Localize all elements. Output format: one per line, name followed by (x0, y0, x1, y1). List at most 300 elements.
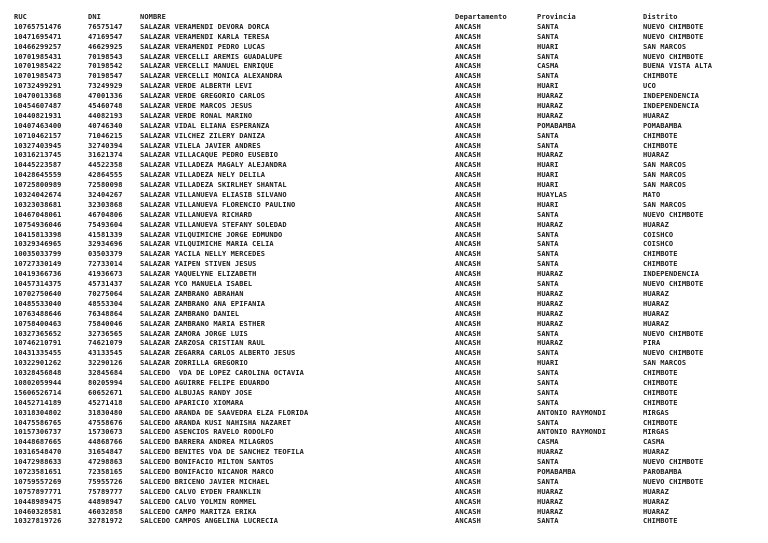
column-header-distrito: Distrito (643, 13, 678, 21)
cell-departamento: ANCASH (455, 388, 481, 397)
cell-ruc: 10316213745 (14, 151, 62, 160)
cell-ruc: 10323038681 (14, 200, 62, 209)
cell-ruc: 10746210791 (14, 339, 62, 348)
cell-distrito: NUEVO CHIMBOTE (643, 280, 704, 289)
table-row (14, 458, 768, 468)
cell-distrito: HUARAZ (643, 299, 669, 308)
table-row (14, 201, 768, 211)
cell-provincia: HUARI (537, 359, 559, 368)
cell-distrito: HUARAZ (643, 111, 669, 120)
cell-departamento: ANCASH (455, 517, 481, 526)
cell-provincia: HUARAZ (537, 309, 563, 318)
cell-nombre: SALAZAR VILQUIMICHE MARIA CELIA (140, 240, 274, 249)
cell-nombre: SALAZAR ZAMORA JORGE LUIS (140, 329, 248, 338)
cell-distrito: MATO (643, 191, 661, 200)
cell-nombre: SALCEDO BONIFACIO NICANOR MARCO (140, 467, 274, 476)
cell-distrito: SAN MARCOS (643, 161, 687, 170)
cell-ruc: 10466299257 (14, 42, 62, 51)
cell-distrito: HUARAZ (643, 220, 669, 229)
table-row (14, 62, 768, 72)
cell-distrito: HUARAZ (643, 497, 669, 506)
cell-dni: 70198543 (88, 52, 123, 61)
cell-departamento: ANCASH (455, 220, 481, 229)
table-row (14, 468, 768, 478)
table-row (14, 349, 768, 359)
table-row (14, 290, 768, 300)
cell-ruc: 10472988633 (14, 458, 62, 467)
cell-provincia: HUARAZ (537, 319, 563, 328)
cell-distrito: PIRA (643, 339, 661, 348)
table-row (14, 359, 768, 369)
cell-ruc: 10460328581 (14, 507, 62, 516)
cell-nombre: SALAZAR VERCELLI MONICA ALEXANDRA (140, 72, 283, 81)
cell-ruc: 10757897771 (14, 487, 62, 496)
cell-nombre: SALAZAR VERCELLI MANUEL ENRIQUE (140, 62, 274, 71)
cell-distrito: NUEVO CHIMBOTE (643, 52, 704, 61)
cell-ruc: 10701985473 (14, 72, 62, 81)
table-row (14, 280, 768, 290)
cell-ruc: 10157306737 (14, 428, 62, 437)
cell-distrito: CHIMBOTE (643, 398, 678, 407)
cell-departamento: ANCASH (455, 171, 481, 180)
cell-distrito: INDEPENDENCIA (643, 102, 700, 111)
cell-ruc: 10475586765 (14, 418, 62, 427)
cell-provincia: SANTA (537, 349, 559, 358)
table-row (14, 112, 768, 122)
cell-ruc: 10754936046 (14, 220, 62, 229)
cell-provincia: SANTA (537, 398, 559, 407)
cell-ruc: 10415813398 (14, 230, 62, 239)
cell-nombre: SALAZAR ZARZOSA CRISTIAN RAUL (140, 339, 266, 348)
cell-ruc: 10322901262 (14, 359, 62, 368)
cell-departamento: ANCASH (455, 467, 481, 476)
column-header-departamento: Departamento (455, 13, 507, 21)
cell-provincia: HUARI (537, 171, 559, 180)
cell-dni: 42864555 (88, 171, 123, 180)
cell-provincia: SANTA (537, 477, 559, 486)
cell-dni: 47558676 (88, 418, 123, 427)
cell-nombre: SALCEDO CAMPO MARITZA ERIKA (140, 507, 257, 516)
cell-nombre: SALAZAR VILLADEZA MAGALY ALEJANDRA (140, 161, 287, 170)
cell-ruc: 10723581651 (14, 467, 62, 476)
cell-ruc: 10454607487 (14, 102, 62, 111)
cell-distrito: SAN MARCOS (643, 359, 687, 368)
cell-nombre: SALCEDO BRICEÑO JAVIER MICHAEL (140, 477, 270, 486)
cell-distrito: MIRGAS (643, 428, 669, 437)
cell-departamento: ANCASH (455, 250, 481, 259)
cell-nombre: SALAZAR VILQUIMICHE JORGE EDMUNDO (140, 230, 283, 239)
table-row (14, 72, 768, 82)
cell-departamento: ANCASH (455, 378, 481, 387)
cell-departamento: ANCASH (455, 151, 481, 160)
cell-provincia: SANTA (537, 22, 559, 31)
table-row (14, 250, 768, 260)
cell-provincia: SANTA (537, 517, 559, 526)
cell-ruc: 10710462157 (14, 131, 62, 140)
cell-ruc: 10445223587 (14, 161, 62, 170)
cell-distrito: CHIMBOTE (643, 378, 678, 387)
cell-departamento: ANCASH (455, 299, 481, 308)
cell-nombre: SALCEDO VDA DE LOPEZ CAROLINA OCTAVIA (140, 369, 304, 378)
cell-distrito: MIRGAS (643, 408, 669, 417)
cell-nombre: SALAZAR YAIPEN STIVEN JESUS (140, 260, 257, 269)
cell-departamento: ANCASH (455, 32, 481, 41)
cell-dni: 31621374 (88, 151, 123, 160)
cell-provincia: SANTA (537, 458, 559, 467)
cell-dni: 70198542 (88, 62, 123, 71)
cell-dni: 40746340 (88, 121, 123, 130)
cell-provincia: SANTA (537, 230, 559, 239)
cell-departamento: ANCASH (455, 131, 481, 140)
cell-dni: 44082193 (88, 111, 123, 120)
cell-nombre: SALCEDO CALVO YOLMIN ROMMEL (140, 497, 257, 506)
cell-dni: 75955726 (88, 477, 123, 486)
cell-ruc: 10457314375 (14, 280, 62, 289)
cell-dni: 75789777 (88, 487, 123, 496)
cell-provincia: SANTA (537, 280, 559, 289)
cell-ruc: 10467048061 (14, 210, 62, 219)
cell-nombre: SALCEDO ASENCIOS RAVELO RODOLFO (140, 428, 274, 437)
cell-distrito: HUARAZ (643, 309, 669, 318)
cell-departamento: ANCASH (455, 448, 481, 457)
cell-provincia: HUARI (537, 200, 559, 209)
table-row (14, 478, 768, 488)
cell-departamento: ANCASH (455, 309, 481, 318)
column-header-provincia: Provincia (537, 13, 576, 21)
table-row (14, 320, 768, 330)
cell-ruc: 10759557269 (14, 477, 62, 486)
table-row (14, 498, 768, 508)
cell-ruc: 10470013368 (14, 92, 62, 101)
cell-dni: 70198547 (88, 72, 123, 81)
column-header-nombre: NOMBRE (140, 13, 166, 21)
cell-ruc: 10448687665 (14, 438, 62, 447)
cell-provincia: SANTA (537, 32, 559, 41)
cell-ruc: 10316548470 (14, 448, 62, 457)
cell-provincia: SANTA (537, 378, 559, 387)
table-row (14, 102, 768, 112)
cell-nombre: SALCEDO BONIFACIO MILTON SANTOS (140, 458, 274, 467)
cell-nombre: SALAZAR ZAMBRANO DANIEL (140, 309, 240, 318)
cell-nombre: SALAZAR VILCHEZ ZILERY DANIZA (140, 131, 266, 140)
cell-departamento: ANCASH (455, 92, 481, 101)
cell-ruc: 10765751476 (14, 22, 62, 31)
cell-nombre: SALCEDO BENITES VDA DE SANCHEZ TEOFILA (140, 448, 304, 457)
table-row (14, 389, 768, 399)
cell-distrito: HUARAZ (643, 319, 669, 328)
cell-provincia: HUARAZ (537, 497, 563, 506)
cell-dni: 48553304 (88, 299, 123, 308)
cell-dni: 70275064 (88, 289, 123, 298)
cell-departamento: ANCASH (455, 428, 481, 437)
cell-dni: 75493604 (88, 220, 123, 229)
table-row (14, 310, 768, 320)
cell-nombre: SALAZAR VERAMENDI KARLA TERESA (140, 32, 270, 41)
table-row (14, 132, 768, 142)
table-row (14, 399, 768, 409)
cell-departamento: ANCASH (455, 191, 481, 200)
cell-departamento: ANCASH (455, 111, 481, 120)
table-row (14, 92, 768, 102)
cell-departamento: ANCASH (455, 42, 481, 51)
cell-departamento: ANCASH (455, 487, 481, 496)
cell-provincia: SANTA (537, 240, 559, 249)
cell-provincia: HUARAZ (537, 111, 563, 120)
table-row (14, 33, 768, 43)
cell-nombre: SALAZAR VERAMENDI DEVORA DORCA (140, 22, 270, 31)
table-row (14, 191, 768, 201)
cell-distrito: NUEVO CHIMBOTE (643, 349, 704, 358)
cell-nombre: SALAZAR VILLADEZA SKIRLHEY SHANTAL (140, 181, 287, 190)
table-row (14, 82, 768, 92)
cell-provincia: HUARAZ (537, 487, 563, 496)
cell-distrito: NUEVO CHIMBOTE (643, 22, 704, 31)
cell-dni: 32404267 (88, 191, 123, 200)
cell-dni: 32303868 (88, 200, 123, 209)
cell-nombre: SALAZAR YCO MANUELA ISABEL (140, 280, 253, 289)
cell-provincia: HUARAZ (537, 339, 563, 348)
cell-departamento: ANCASH (455, 141, 481, 150)
cell-ruc: 10419366736 (14, 270, 62, 279)
cell-provincia: HUARAZ (537, 507, 563, 516)
table-row (14, 171, 768, 181)
cell-provincia: SANTA (537, 52, 559, 61)
cell-distrito: HUARAZ (643, 289, 669, 298)
cell-nombre: SALAZAR VERCELLI AREMIS GUADALUPE (140, 52, 283, 61)
cell-provincia: SANTA (537, 250, 559, 259)
cell-departamento: ANCASH (455, 319, 481, 328)
cell-provincia: ANTONIO RAYMONDI (537, 428, 607, 437)
cell-ruc: 10327403945 (14, 141, 62, 150)
cell-ruc: 10329346965 (14, 240, 62, 249)
cell-ruc: 10428645559 (14, 171, 62, 180)
table-row (14, 409, 768, 419)
column-header-dni: DNI (88, 13, 101, 21)
cell-distrito: CHIMBOTE (643, 72, 678, 81)
cell-ruc: 10431335455 (14, 349, 62, 358)
cell-provincia: HUAYLAS (537, 191, 568, 200)
cell-dni: 47169547 (88, 32, 123, 41)
cell-ruc: 10702750640 (14, 289, 62, 298)
cell-distrito: CHIMBOTE (643, 250, 678, 259)
cell-departamento: ANCASH (455, 408, 481, 417)
cell-ruc: 10701985431 (14, 52, 62, 61)
cell-departamento: ANCASH (455, 82, 481, 91)
cell-nombre: SALCEDO CALVO EYDEN FRANKLIN (140, 487, 261, 496)
cell-nombre: SALAZAR VILLANUEVA RICHARD (140, 210, 253, 219)
cell-nombre: SALAZAR VIDAL ELIANA ESPERANZA (140, 121, 270, 130)
table-row (14, 122, 768, 132)
cell-dni: 15730673 (88, 428, 123, 437)
cell-distrito: CHIMBOTE (643, 418, 678, 427)
cell-provincia: SANTA (537, 329, 559, 338)
cell-dni: 03503379 (88, 250, 123, 259)
cell-provincia: ANTONIO RAYMONDI (537, 408, 607, 417)
cell-departamento: ANCASH (455, 339, 481, 348)
table-row (14, 142, 768, 152)
cell-nombre: SALAZAR ZAMBRANO ABRAHAN (140, 289, 244, 298)
cell-ruc: 10324042674 (14, 191, 62, 200)
cell-ruc: 10758400463 (14, 319, 62, 328)
cell-dni: 32736565 (88, 329, 123, 338)
cell-departamento: ANCASH (455, 458, 481, 467)
cell-nombre: SALCEDO AGUIRRE FELIPE EDUARDO (140, 378, 270, 387)
cell-departamento: ANCASH (455, 349, 481, 358)
cell-provincia: SANTA (537, 210, 559, 219)
cell-distrito: NUEVO CHIMBOTE (643, 32, 704, 41)
cell-ruc: 10448989475 (14, 497, 62, 506)
cell-departamento: ANCASH (455, 62, 481, 71)
cell-distrito: UCO (643, 82, 656, 91)
cell-provincia: HUARI (537, 82, 559, 91)
table-row (14, 231, 768, 241)
cell-departamento: ANCASH (455, 329, 481, 338)
cell-nombre: SALAZAR VILELA JAVIER ANDRES (140, 141, 261, 150)
table-row (14, 151, 768, 161)
table-row (14, 260, 768, 270)
cell-dni: 45731437 (88, 280, 123, 289)
cell-nombre: SALCEDO ARANDA KUSI NAHISHA NAZARET (140, 418, 292, 427)
cell-departamento: ANCASH (455, 270, 481, 279)
cell-provincia: HUARAZ (537, 270, 563, 279)
cell-dni: 72580098 (88, 181, 123, 190)
cell-nombre: SALAZAR ZORRILLA GREGORIO (140, 359, 248, 368)
header-row (14, 13, 768, 23)
cell-ruc: 10763488646 (14, 309, 62, 318)
cell-distrito: HUARAZ (643, 448, 669, 457)
cell-distrito: SAN MARCOS (643, 200, 687, 209)
cell-ruc: 10485533040 (14, 299, 62, 308)
table-row (14, 270, 768, 280)
table-row (14, 211, 768, 221)
cell-distrito: CHIMBOTE (643, 369, 678, 378)
cell-nombre: SALAZAR ZAMBRANO ANA EPIFANIA (140, 299, 266, 308)
cell-distrito: PAROBAMBA (643, 467, 682, 476)
cell-provincia: HUARAZ (537, 220, 563, 229)
table-row (14, 23, 768, 33)
cell-dni: 80205994 (88, 378, 123, 387)
cell-provincia: HUARAZ (537, 448, 563, 457)
table-row (14, 448, 768, 458)
cell-provincia: SANTA (537, 369, 559, 378)
cell-provincia: SANTA (537, 260, 559, 269)
cell-nombre: SALAZAR VILLADEZA NELY DELILA (140, 171, 266, 180)
cell-dni: 31654847 (88, 448, 123, 457)
cell-nombre: SALAZAR ZAMBRANO MARIA ESTHER (140, 319, 266, 328)
cell-departamento: ANCASH (455, 359, 481, 368)
cell-distrito: COISHCO (643, 240, 674, 249)
cell-dni: 46629925 (88, 42, 123, 51)
cell-nombre: SALCEDO APARICIO XIOMARA (140, 398, 244, 407)
cell-dni: 43133545 (88, 349, 123, 358)
cell-nombre: SALAZAR VERDE GREGORIO CARLOS (140, 92, 266, 101)
cell-distrito: CHIMBOTE (643, 141, 678, 150)
cell-nombre: SALAZAR VILLANUEVA ELIASIB SILVANO (140, 191, 287, 200)
cell-dni: 44868766 (88, 438, 123, 447)
cell-distrito: BUENA VISTA ALTA (643, 62, 713, 71)
cell-departamento: ANCASH (455, 52, 481, 61)
cell-provincia: HUARAZ (537, 299, 563, 308)
cell-provincia: POMABAMBA (537, 121, 576, 130)
cell-distrito: NUEVO CHIMBOTE (643, 210, 704, 219)
cell-distrito: NUEVO CHIMBOTE (643, 458, 704, 467)
column-header-ruc: RUC (14, 13, 27, 21)
cell-provincia: SANTA (537, 388, 559, 397)
cell-provincia: POMABAMBA (537, 467, 576, 476)
cell-distrito: CHIMBOTE (643, 517, 678, 526)
cell-dni: 32934696 (88, 240, 123, 249)
cell-nombre: SALAZAR YAQUELYNE ELIZABETH (140, 270, 257, 279)
cell-dni: 60652671 (88, 388, 123, 397)
cell-dni: 46032858 (88, 507, 123, 516)
cell-provincia: HUARAZ (537, 92, 563, 101)
cell-departamento: ANCASH (455, 72, 481, 81)
cell-provincia: HUARAZ (537, 151, 563, 160)
cell-ruc: 15606526714 (14, 388, 62, 397)
cell-departamento: ANCASH (455, 102, 481, 111)
cell-ruc: 10318304802 (14, 408, 62, 417)
cell-dni: 32781972 (88, 517, 123, 526)
cell-ruc: 10725800989 (14, 181, 62, 190)
cell-distrito: HUARAZ (643, 507, 669, 516)
cell-nombre: SALAZAR VERDE ALBERTH LEVI (140, 82, 253, 91)
cell-ruc: 10328456848 (14, 369, 62, 378)
table-row (14, 369, 768, 379)
cell-departamento: ANCASH (455, 161, 481, 170)
cell-distrito: NUEVO CHIMBOTE (643, 329, 704, 338)
cell-dni: 41581339 (88, 230, 123, 239)
cell-departamento: ANCASH (455, 497, 481, 506)
cell-departamento: ANCASH (455, 369, 481, 378)
cell-nombre: SALAZAR YACILA NELLY MERCEDES (140, 250, 266, 259)
cell-dni: 32740394 (88, 141, 123, 150)
cell-ruc: 10802059944 (14, 378, 62, 387)
table-row (14, 419, 768, 429)
table-row (14, 379, 768, 389)
cell-departamento: ANCASH (455, 240, 481, 249)
cell-nombre: SALAZAR VILLANUEVA FLORENCIO PAULINO (140, 200, 296, 209)
table-row (14, 488, 768, 498)
cell-distrito: COISHCO (643, 230, 674, 239)
cell-dni: 45460748 (88, 102, 123, 111)
cell-dni: 47298863 (88, 458, 123, 467)
cell-dni: 46704806 (88, 210, 123, 219)
cell-dni: 41936673 (88, 270, 123, 279)
table-row (14, 508, 768, 518)
cell-provincia: HUARAZ (537, 289, 563, 298)
cell-dni: 72358165 (88, 467, 123, 476)
cell-ruc: 10407463400 (14, 121, 62, 130)
cell-dni: 47001336 (88, 92, 123, 101)
cell-provincia: SANTA (537, 72, 559, 81)
cell-distrito: HUARAZ (643, 487, 669, 496)
table-row (14, 339, 768, 349)
table-row (14, 330, 768, 340)
cell-distrito: HUARAZ (643, 151, 669, 160)
cell-dni: 76348864 (88, 309, 123, 318)
cell-dni: 76575147 (88, 22, 123, 31)
cell-departamento: ANCASH (455, 438, 481, 447)
cell-provincia: HUARAZ (537, 102, 563, 111)
cell-dni: 71046215 (88, 131, 123, 140)
cell-provincia: SANTA (537, 131, 559, 140)
cell-dni: 75840046 (88, 319, 123, 328)
cell-departamento: ANCASH (455, 260, 481, 269)
cell-distrito: SAN MARCOS (643, 181, 687, 190)
cell-provincia: HUARI (537, 42, 559, 51)
cell-ruc: 10471695471 (14, 32, 62, 41)
cell-dni: 74621079 (88, 339, 123, 348)
